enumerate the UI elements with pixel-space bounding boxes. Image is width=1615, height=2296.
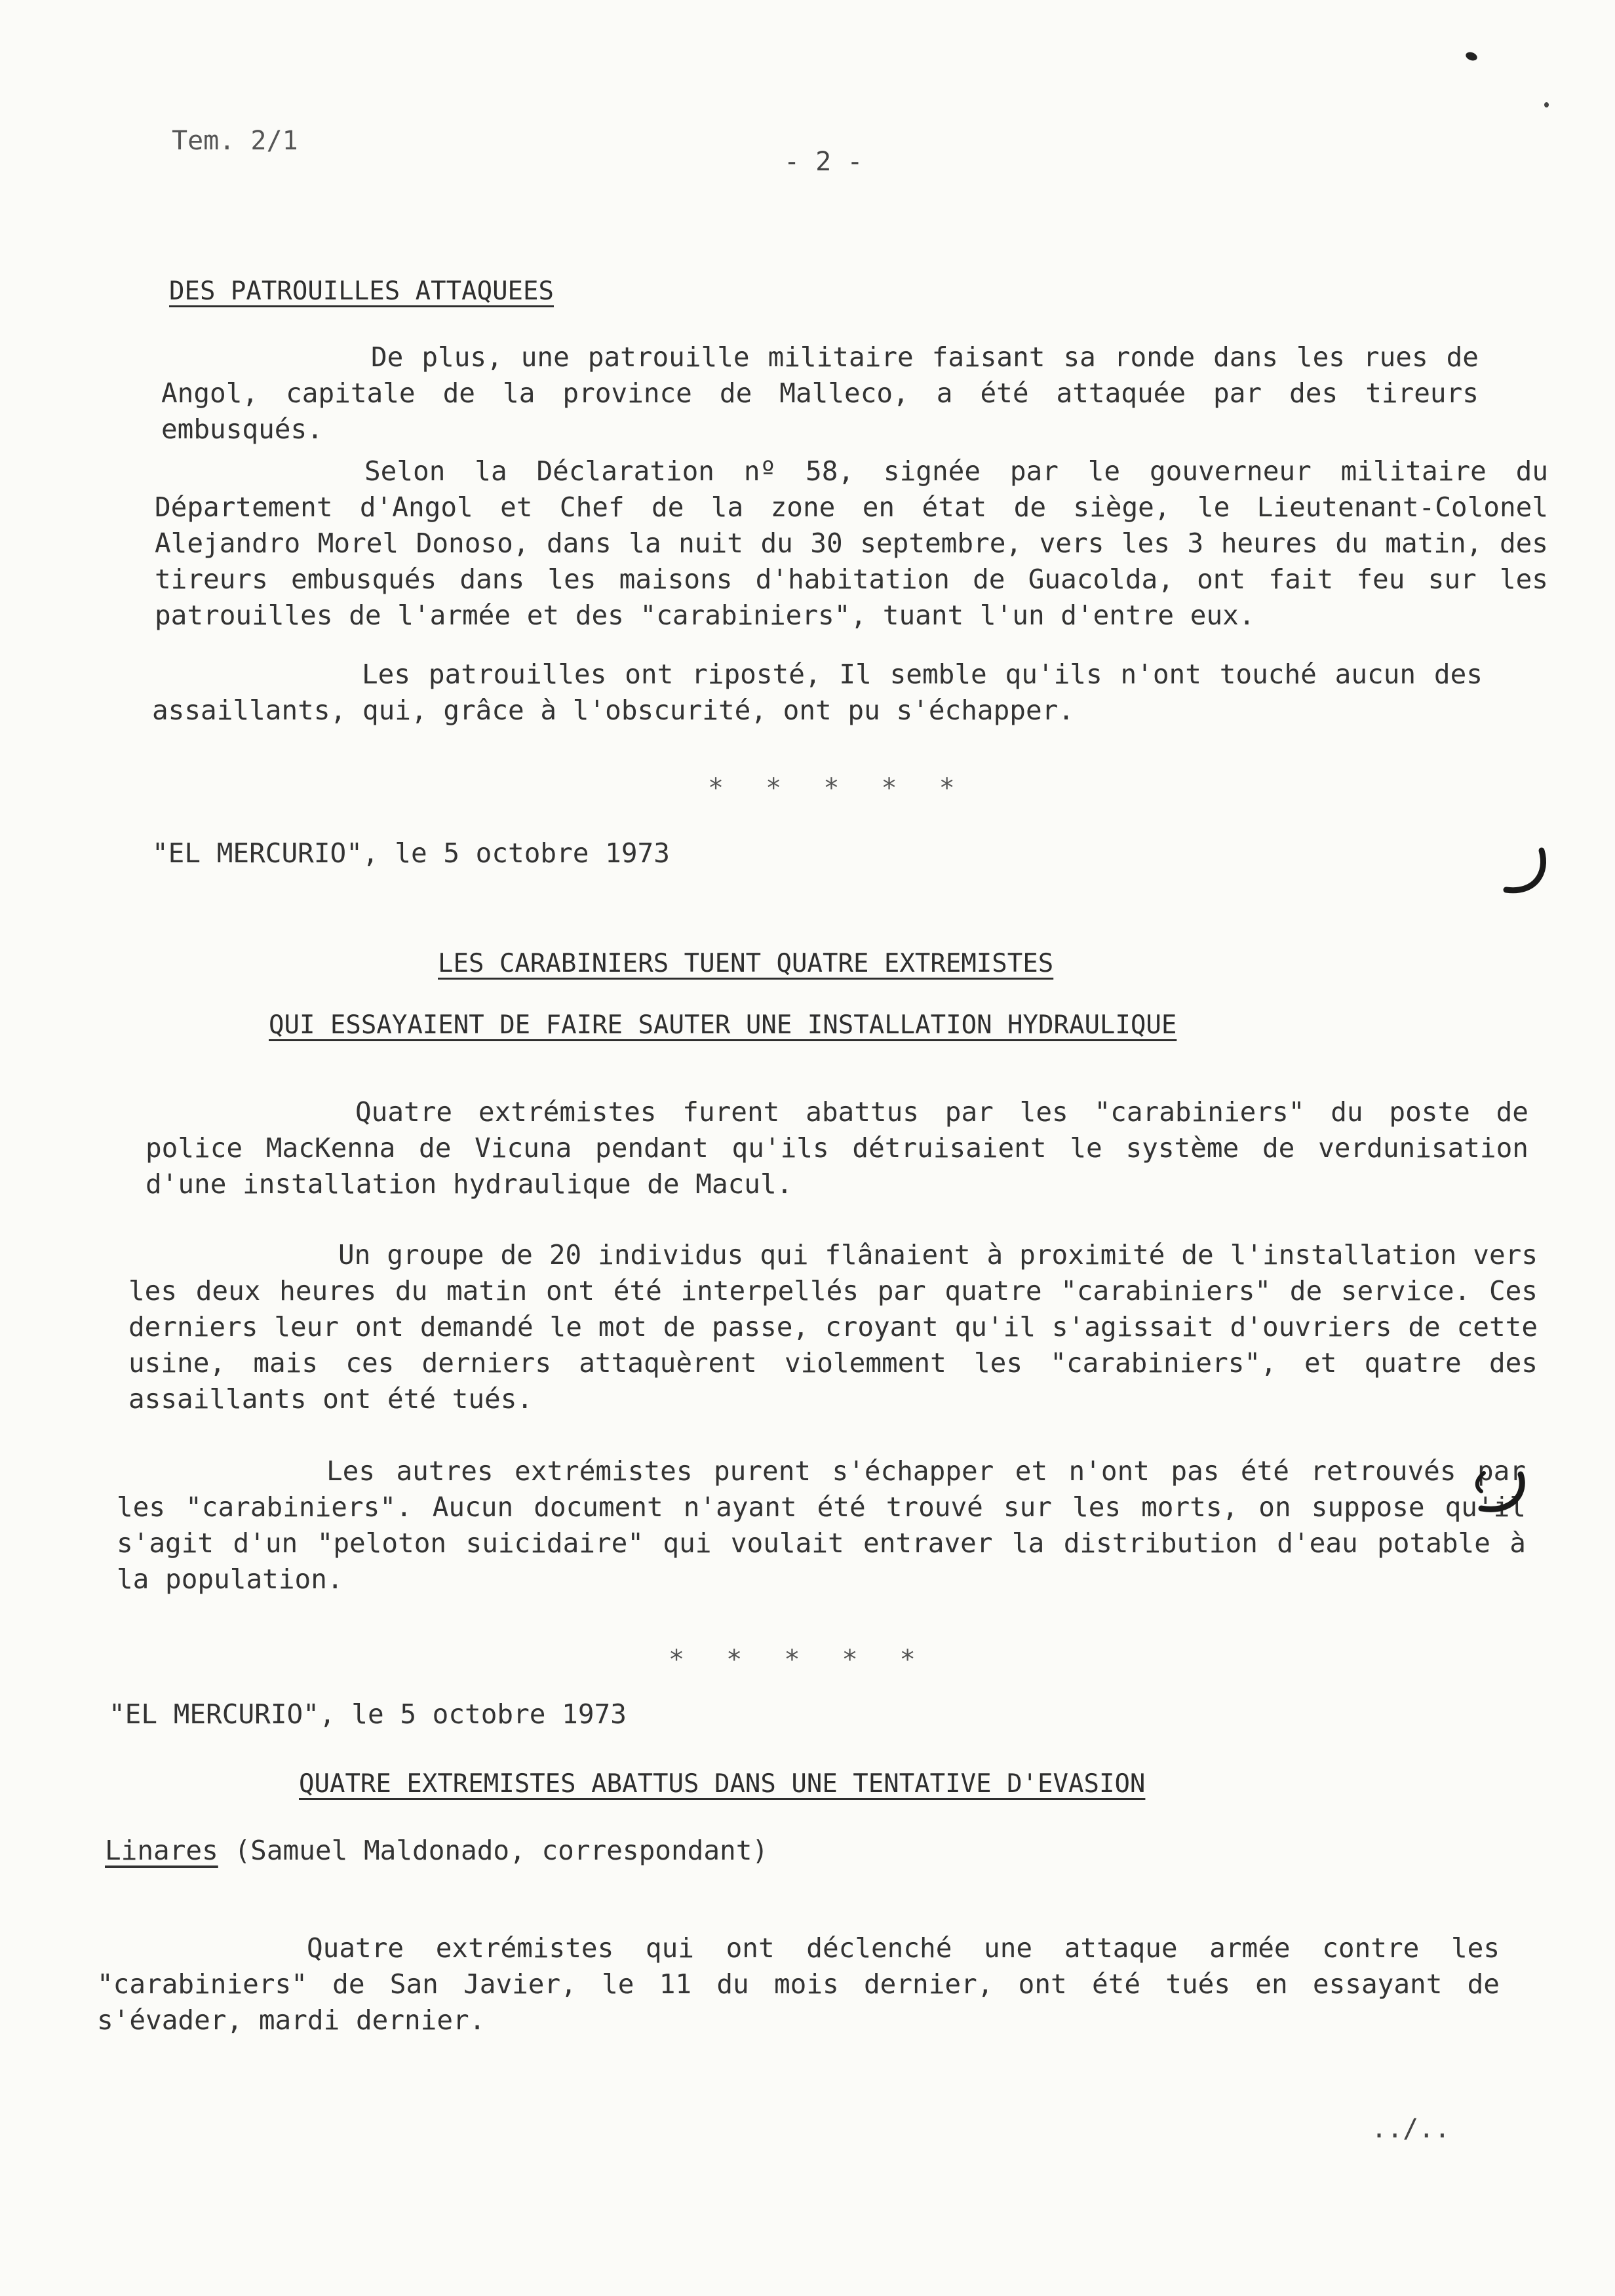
byline-place: Linares xyxy=(105,1835,218,1866)
paragraph xyxy=(97,1930,1500,2038)
paragraph-text: Quatre extrémistes furent abattus par les "carabiniers" du poste de police MacKenna de Vicuna pendant qu'ils détruisaient le système de verdunisation d'une installation hydraulique de Macul. xyxy=(146,1096,1528,1200)
ink-speck xyxy=(1544,102,1549,107)
paragraph-text: Les patrouilles ont riposté, Il semble qu'ils n'ont touché aucun des assaillants, qui, grâce à l'obscurité, ont pu s'échapper. xyxy=(152,659,1483,726)
byline-correspondent: (Samuel Maldonado, correspondant) xyxy=(218,1835,769,1866)
section-heading-evasion: QUATRE EXTREMISTES ABATTUS DANS UNE TENTATIVE D'EVASION xyxy=(299,1769,1146,1799)
paragraph-text: Les autres extrémistes purent s'échapper et n'ont pas été retrouvés par les "carabiniers". Aucun document n'ayant été trouvé sur les morts, on suppose qu'il s'agit d'un "peloton suicidaire" qui voulait entraver la distribution d'eau potable à la population. xyxy=(117,1455,1526,1595)
paragraph xyxy=(161,339,1479,448)
source-line: "EL MERCURIO", le 5 octobre 1973 xyxy=(152,837,670,869)
paragraph-text: De plus, une patrouille militaire faisant sa ronde dans les rues de Angol, capitale de la province de Malleco, a été attaquée par des tireurs embusqués. xyxy=(161,341,1479,445)
section-heading-line1: LES CARABINIERS TUENT QUATRE EXTREMISTES xyxy=(438,949,1054,978)
page-number: - 2 - xyxy=(784,147,863,177)
source-line: "EL MERCURIO", le 5 octobre 1973 xyxy=(109,1698,627,1730)
paragraph xyxy=(146,1094,1528,1202)
paragraph xyxy=(152,657,1483,729)
paragraph xyxy=(128,1237,1538,1417)
document-reference: Tem. 2/1 xyxy=(172,126,298,156)
section-separator: * * * * * xyxy=(669,1645,929,1675)
paragraph-text: Selon la Déclaration nº 58, signée par le gouverneur militaire du Département d'Angol et Chef de la zone en état de siège, le Lieutenant-Colonel Alejandro Morel Donoso, dans la nuit du 30 septembre, vers les 3 heures du matin, des tireurs embusqués dans les maisons d'habitation de Guacolda, ont fait feu sur les patrouilles de l'armée et des "carabiniers", tuant l'un d'entre eux. xyxy=(155,455,1548,631)
binder-hole-mark xyxy=(1466,1468,1531,1520)
paragraph xyxy=(155,453,1548,634)
ink-speck xyxy=(1464,50,1478,62)
byline xyxy=(105,1835,768,1866)
paragraph xyxy=(117,1453,1526,1598)
paragraph-text: Un groupe de 20 individus qui flânaient à proximité de l'installation vers les deux heures du matin ont été interpellés par quatre "carabiniers" de service. Ces derniers leur ont demandé le mot de passe, croyant qu'il s'agissait d'ouvriers de cette usine, mais ces derniers attaquèrent violemment les "carabiniers", et quatre des assaillants ont été tués. xyxy=(128,1239,1538,1415)
section-heading-line2: QUI ESSAYAIENT DE FAIRE SAUTER UNE INSTALLATION HYDRAULIQUE xyxy=(269,1010,1177,1040)
section-heading-patrouilles: DES PATROUILLES ATTAQUEES xyxy=(169,277,554,306)
section-separator: * * * * * xyxy=(708,773,968,803)
binder-hole-mark xyxy=(1496,847,1552,899)
paragraph-text: Quatre extrémistes qui ont déclenché une attaque armée contre les "carabiniers" de San Javier, le 11 du mois dernier, ont été tués en essayant de s'évader, mardi dernier. xyxy=(97,1932,1500,2036)
continuation-mark: ../.. xyxy=(1371,2114,1450,2144)
